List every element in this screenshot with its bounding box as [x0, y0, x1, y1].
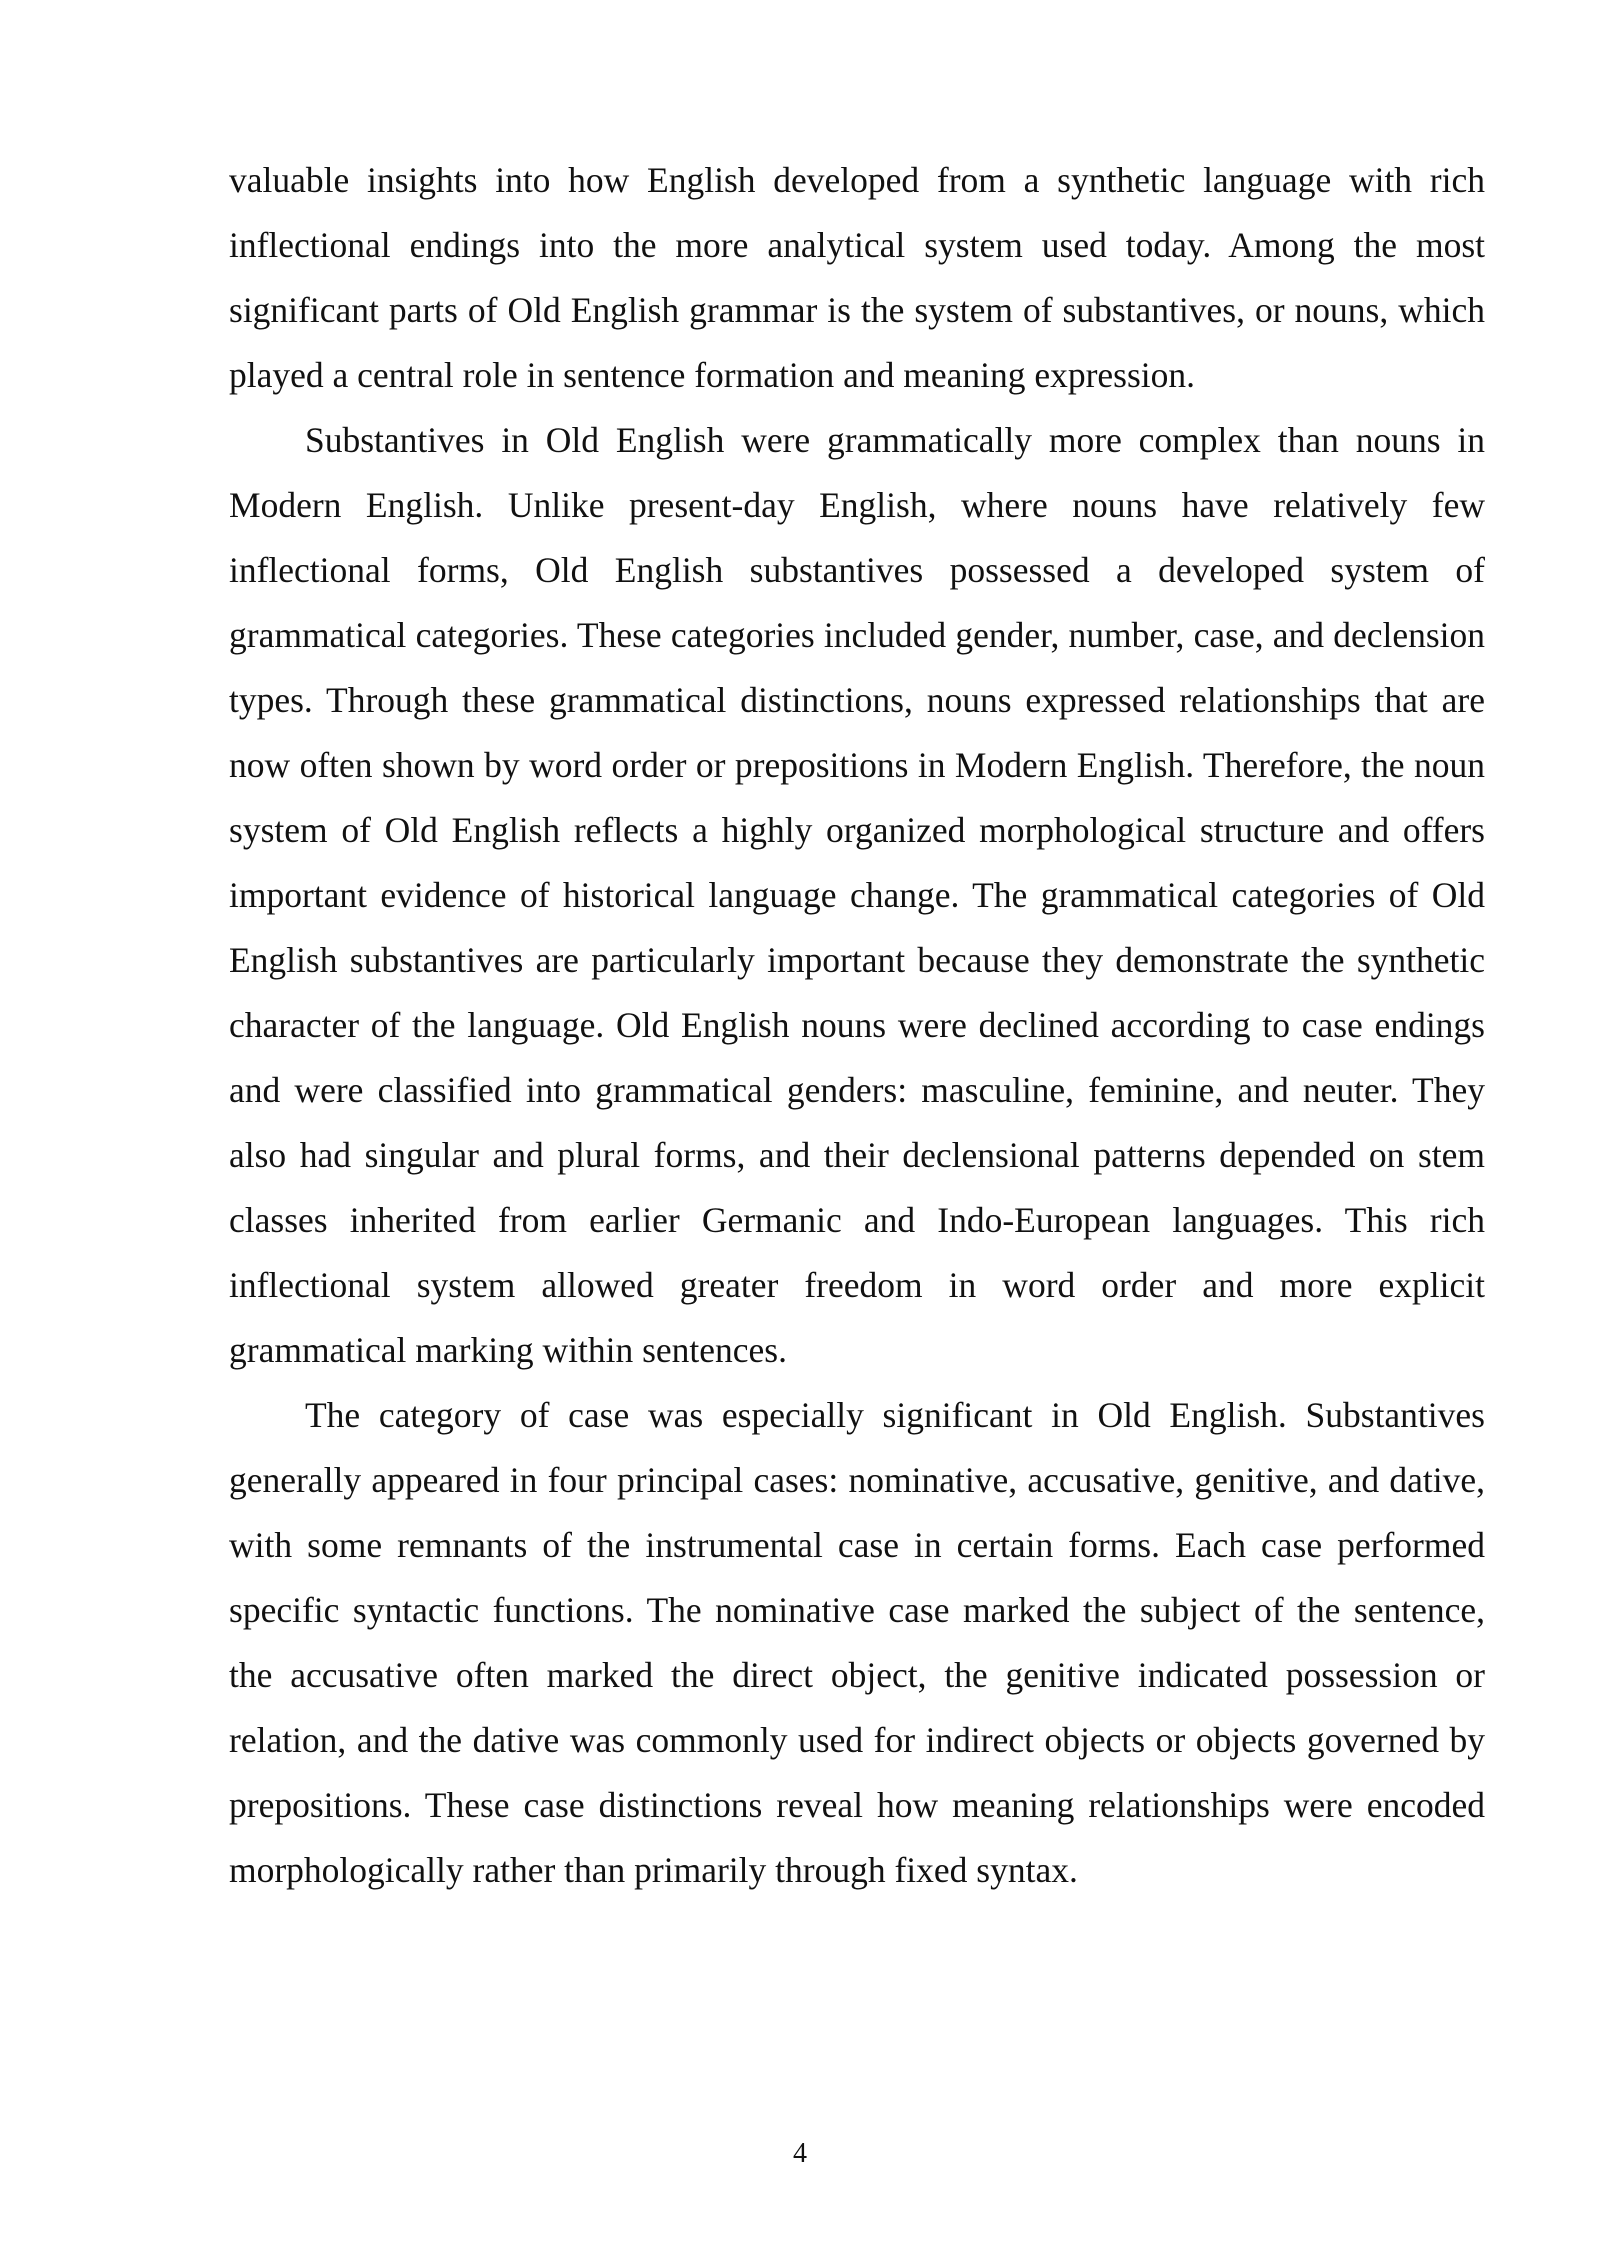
body-text — [229, 148, 1485, 1903]
page-number: 4 — [793, 2138, 807, 2169]
paragraph-case: The category of case was especially significant in Old English. Substantives generally appeared in four principal cases: nominative, accusative, genitive, and dative, with some remnants of the instrumental case in certain forms. Each case performed specific syntactic functions. The nominative case marked the subject of the sentence, the accusative often marked the direct object, the genitive indicated possession or relation, and the dative was commonly used for indirect objects or objects governed by prepositions. These case distinctions reveal how meaning relationships were encoded morphologically rather than primarily through fixed syntax. — [229, 1395, 1485, 1890]
paragraph-substantives: Substantives in Old English were grammatically more complex than nouns in Modern English. Unlike present-day English, where nouns have relatively few inflectional forms, Old English substantives possessed a developed system of grammatical categories. These categories included gender, number, case, and declension types. Through these grammatical distinctions, nouns expressed relationships that are now often shown by word order or prepositions in Modern English. Therefore, the noun system of Old English reflects a highly organized morphological structure and offers important evidence of historical language change. The grammatical categories of Old English substantives are particularly important because they demonstrate the synthetic character of the language. Old English nouns were declined according to case endings and were classified into grammatical genders: masculine, feminine, and neuter. They also had singular and plural forms, and their declensional patterns depended on stem classes inherited from earlier Germanic and Indo-European languages. This rich inflectional system allowed greater freedom in word order and more explicit grammatical marking within sentences. — [229, 420, 1485, 1370]
paragraph-continued: valuable insights into how English developed from a synthetic language with rich inflectional endings into the more analytical system used today. Among the most significant parts of Old English grammar is the system of substantives, or nouns, which played a central role in sentence formation and meaning expression. — [229, 160, 1485, 395]
